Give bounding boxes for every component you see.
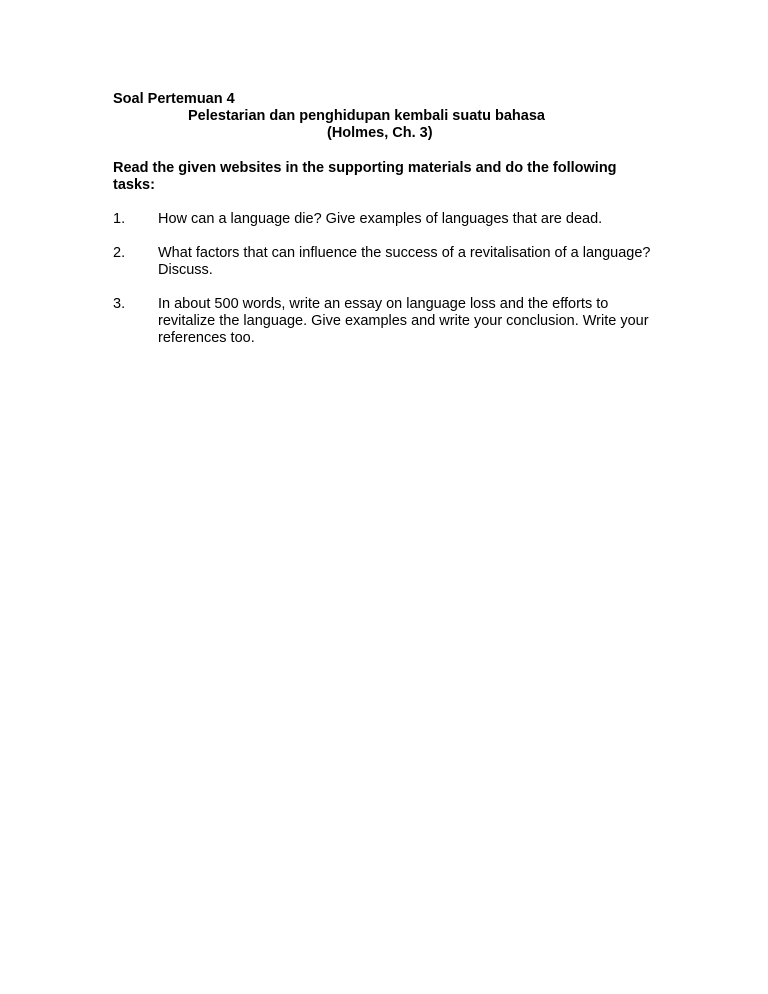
task-item: [113, 296, 653, 347]
document-reference: (Holmes, Ch. 3): [327, 125, 433, 141]
task-list: [113, 211, 653, 347]
task-text: In about 500 words, write an essay on language loss and the efforts to revitalize the language. Give examples and write your conclusion. Write your references too.: [158, 296, 649, 346]
document-subtitle: Pelestarian dan penghidupan kembali suatu bahasa: [188, 108, 545, 124]
task-text: How can a language die? Give examples of languages that are dead.: [158, 211, 603, 227]
task-text: What factors that can influence the success of a revitalisation of a language? Discuss.: [158, 245, 651, 278]
task-item: [113, 211, 653, 228]
task-number: 1.: [113, 211, 126, 227]
task-number: 3.: [113, 296, 126, 312]
instructions-text: Read the given websites in the supporting materials and do the following tasks:: [113, 160, 617, 193]
task-item: [113, 245, 653, 279]
document-page: [113, 91, 653, 364]
document-title: Soal Pertemuan 4: [113, 91, 235, 107]
task-number: 2.: [113, 245, 126, 261]
